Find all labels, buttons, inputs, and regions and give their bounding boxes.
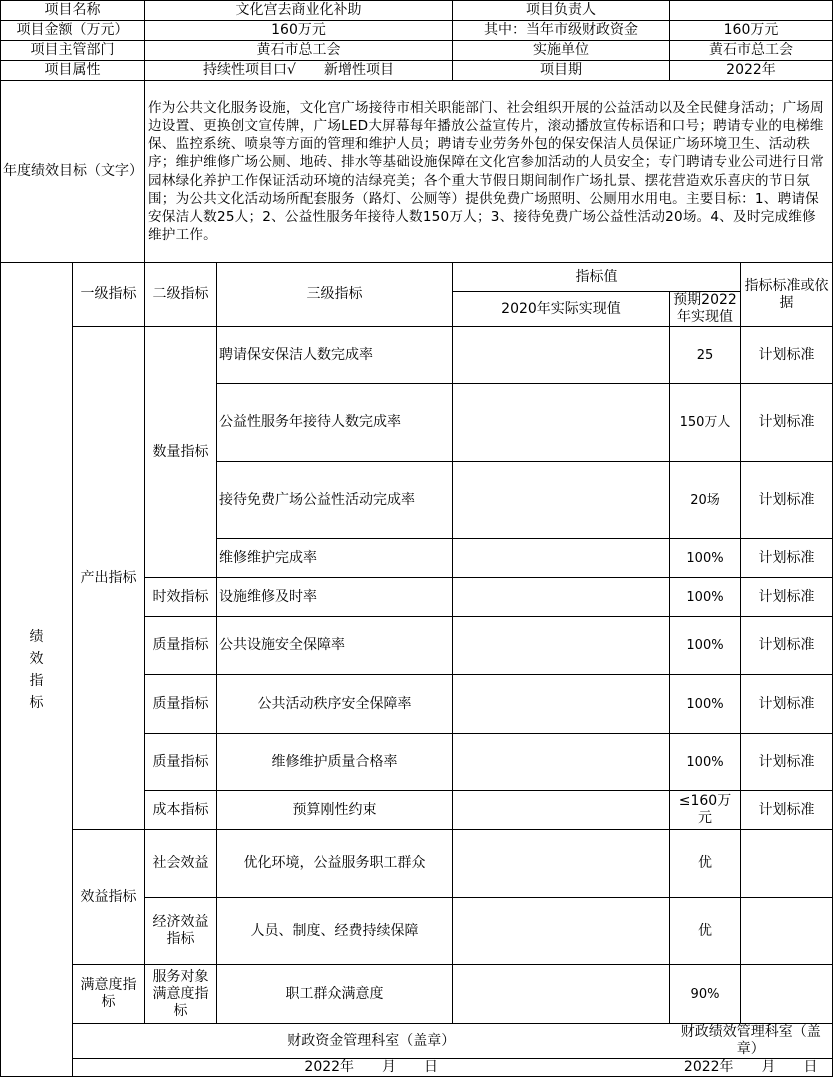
actual-cell (453, 617, 670, 675)
l2-cell: 社会效益 (145, 830, 217, 898)
col-level3: 三级指标 (217, 263, 453, 327)
basis-cell (741, 898, 833, 965)
row-head-1 (1, 263, 833, 292)
current-year-label: 其中：当年市级财政资金 (453, 21, 670, 41)
dept-label: 项目主管部门 (1, 41, 145, 61)
leader-label: 项目负责人 (453, 1, 670, 21)
basis-cell: 计划标准 (741, 384, 833, 462)
l2-cell: 时效指标 (145, 578, 217, 617)
goal-label: 年度绩效目标（文字） (1, 81, 145, 263)
l3-cell: 接待免费广场公益性活动完成率 (217, 462, 453, 539)
row-project-name (1, 1, 833, 21)
output-label: 产出指标 (73, 327, 145, 830)
dept: 黄石市总工会 (145, 41, 453, 61)
l3-cell: 维修维护完成率 (217, 539, 453, 578)
l3-cell: 优化环境，公益服务职工群众 (217, 830, 453, 898)
basis-cell (741, 965, 833, 1024)
impl: 黄石市总工会 (670, 41, 833, 61)
table-row (1, 327, 833, 384)
satisfaction-label: 满意度指标 (73, 965, 145, 1024)
expected-cell: 100% (670, 539, 741, 578)
basis-cell: 计划标准 (741, 791, 833, 830)
col-actual: 2020年实际实现值 (453, 292, 670, 327)
actual-cell (453, 675, 670, 734)
basis-cell: 计划标准 (741, 539, 833, 578)
section-label: 绩效指标 (1, 263, 73, 1077)
expected-cell: 100% (670, 734, 741, 791)
attr-label: 项目属性 (1, 61, 145, 81)
goal-text: 作为公共文化服务设施，文化宫广场接待市相关职能部门、社会组织开展的公益活动以及全民健身活动；广场周边设置、更换创文宣传牌，广场LED大屏幕每年播放公益宣传片，滚动播放宣传标语和口号；聘请专业的电梯维保、监控系统、喷泉等方面的管理和维护人员；聘请专业劳务外包的保安保洁人员保证广场环境卫生、活动秩序；维护维修广场公厕、地砖、排水等基础设施保障在文化宫参加活动的人员安全；专门聘请专业公司进行日常园林绿化养护工作保证活动环境的洁绿亮美；各个重大节假日期间制作广场扎景、摆花营造欢乐喜庆的节日氛围；为公共文化活动场所配套服务（路灯、公厕等）提供免费广场照明、公厕用水用电。主要目标：1、聘请保安保洁人数25人；2、公益性服务年接待人数150万人；3、接待免费广场公益性活动20场。4、及时完成维修维护工作。 (145, 81, 833, 263)
l2-cell: 质量指标 (145, 675, 217, 734)
expected-cell: 优 (670, 898, 741, 965)
expected-cell: 100% (670, 578, 741, 617)
current-year-amount: 160万元 (670, 21, 833, 41)
expected-cell: 100% (670, 617, 741, 675)
expected-cell: 150万人 (670, 384, 741, 462)
basis-cell: 计划标准 (741, 617, 833, 675)
l3-cell: 公益性服务年接待人数完成率 (217, 384, 453, 462)
row-dept (1, 41, 833, 61)
actual-cell (453, 384, 670, 462)
col-value: 指标值 (453, 263, 741, 292)
footer-row-office (1, 1024, 833, 1059)
benefit-label: 效益指标 (73, 830, 145, 965)
expected-cell: 20场 (670, 462, 741, 539)
expected-cell: ≤160万元 (670, 791, 741, 830)
expected-cell: 优 (670, 830, 741, 898)
footer-row-date (1, 1059, 833, 1077)
basis-cell: 计划标准 (741, 675, 833, 734)
actual-cell (453, 791, 670, 830)
basis-cell: 计划标准 (741, 578, 833, 617)
expected-cell: 25 (670, 327, 741, 384)
expected-cell: 100% (670, 675, 741, 734)
attr: 持续性项目口√ 新增性项目 (145, 61, 453, 81)
l2-cell: 质量指标 (145, 617, 217, 675)
l2-cell: 质量指标 (145, 734, 217, 791)
project-name-label: 项目名称 (1, 1, 145, 21)
left-date: 2022年 月 日 (73, 1059, 670, 1077)
l3-cell: 职工群众满意度 (217, 965, 453, 1024)
right-date: 2022年 月 日 (670, 1059, 833, 1077)
right-office: 财政绩效管理科室（盖章） (670, 1024, 833, 1059)
col-level2: 二级指标 (145, 263, 217, 327)
actual-cell (453, 578, 670, 617)
l3-cell: 公共设施安全保障率 (217, 617, 453, 675)
row-goal (1, 81, 833, 263)
l3-cell: 预算刚性约束 (217, 791, 453, 830)
amount-label: 项目金额（万元） (1, 21, 145, 41)
basis-cell: 计划标准 (741, 734, 833, 791)
l3-cell: 聘请保安保洁人数完成率 (217, 327, 453, 384)
l3-cell: 设施维修及时率 (217, 578, 453, 617)
l2-cell: 成本指标 (145, 791, 217, 830)
col-basis: 指标标准或依据 (741, 263, 833, 327)
l3-cell: 公共活动秩序安全保障率 (217, 675, 453, 734)
left-office: 财政资金管理科室（盖章） (73, 1024, 670, 1059)
actual-cell (453, 327, 670, 384)
actual-cell (453, 830, 670, 898)
period-label: 项目期 (453, 61, 670, 81)
l2-cell: 经济效益指标 (145, 898, 217, 965)
col-level1: 一级指标 (73, 263, 145, 327)
actual-cell (453, 462, 670, 539)
amount: 160万元 (145, 21, 453, 41)
leader-value (670, 1, 833, 21)
col-expected: 预期2022年实现值 (670, 292, 741, 327)
row-attr (1, 61, 833, 81)
actual-cell (453, 539, 670, 578)
impl-label: 实施单位 (453, 41, 670, 61)
l2-cell: 服务对象满意度指标 (145, 965, 217, 1024)
l3-cell: 人员、制度、经费持续保障 (217, 898, 453, 965)
expected-cell: 90% (670, 965, 741, 1024)
basis-cell (741, 830, 833, 898)
basis-cell: 计划标准 (741, 462, 833, 539)
row-amount (1, 21, 833, 41)
actual-cell (453, 898, 670, 965)
actual-cell (453, 965, 670, 1024)
table-row (1, 830, 833, 898)
l2-quantity: 数量指标 (145, 327, 217, 578)
l3-cell: 维修维护质量合格率 (217, 734, 453, 791)
project-name: 文化宫去商业化补助 (145, 1, 453, 21)
actual-cell (453, 734, 670, 791)
period: 2022年 (670, 61, 833, 81)
table-row (1, 965, 833, 1024)
basis-cell: 计划标准 (741, 327, 833, 384)
